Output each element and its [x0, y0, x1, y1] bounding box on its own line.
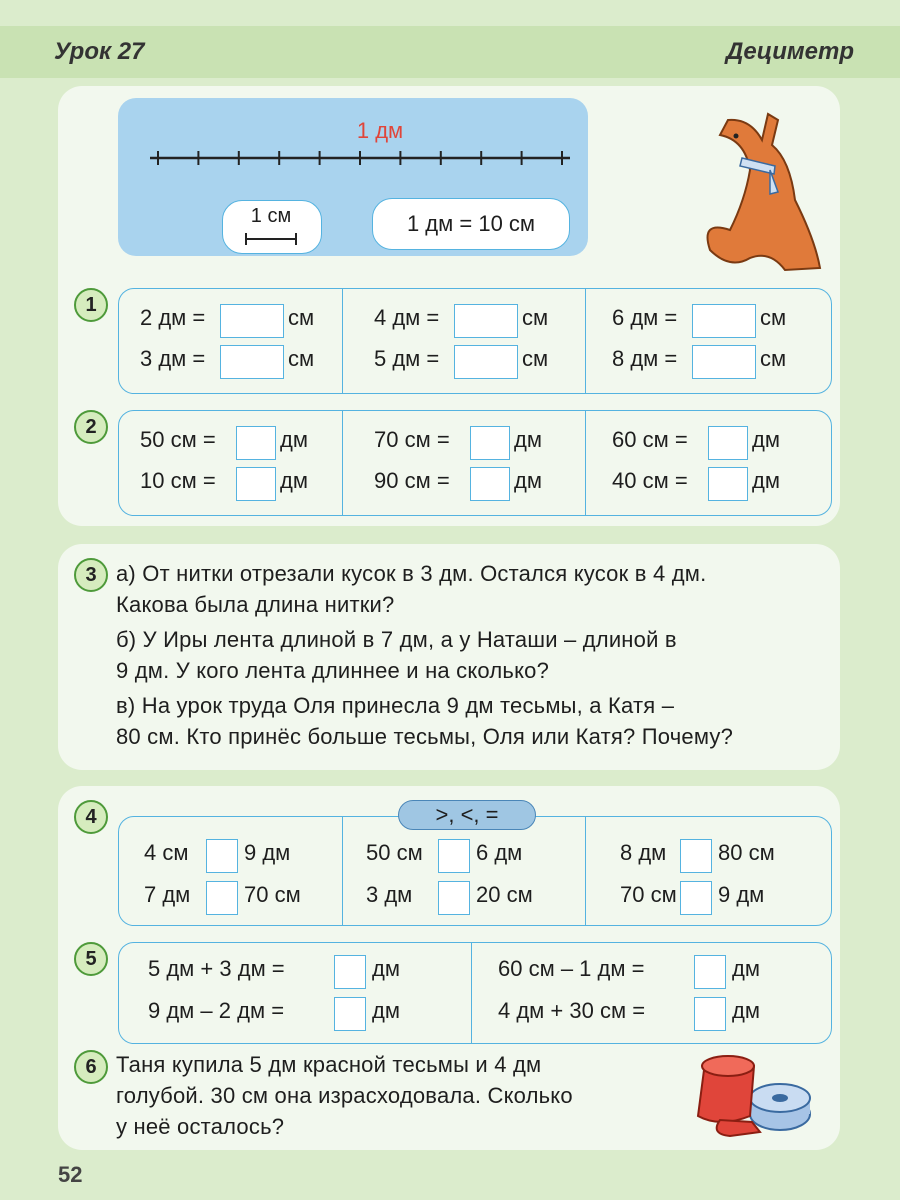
unit-label: см [288, 346, 315, 371]
compare-left: 8 дм [620, 840, 667, 865]
exercise-4-number: 4 [74, 800, 108, 834]
answer-box[interactable] [694, 997, 726, 1031]
task-3b-line: б) У Иры лента длиной в 7 дм, а у Наташи – длиной в [116, 627, 677, 652]
comparison-box[interactable] [680, 881, 712, 915]
equation-left: 50 см = [140, 427, 216, 452]
column-divider [342, 289, 343, 393]
answer-box[interactable] [454, 304, 518, 338]
equation-left: 10 см = [140, 468, 216, 493]
comparison-box[interactable] [438, 839, 470, 873]
decimeter-ruler [150, 146, 570, 170]
equation-left: 5 дм = [374, 346, 440, 371]
unit-label: см [760, 305, 787, 330]
compare-right: 6 дм [476, 840, 523, 865]
compare-left: 70 см [620, 882, 677, 907]
exercise-1-number: 1 [74, 288, 108, 322]
equation-left: 2 дм = [140, 305, 206, 330]
unit-label: дм [514, 468, 542, 493]
task-6-line: голубой. 30 см она израсходовала. Сколько [116, 1083, 573, 1108]
exercise-5-number: 5 [74, 942, 108, 976]
equation-box: 1 дм = 10 см [372, 198, 570, 250]
task-6 [116, 1049, 676, 1142]
page-number: 52 [58, 1162, 83, 1187]
answer-box[interactable] [692, 345, 756, 379]
unit-label: дм [280, 427, 308, 452]
compare-right: 9 дм [244, 840, 291, 865]
compare-left: 50 см [366, 840, 423, 865]
column-divider [585, 289, 586, 393]
column-divider [342, 411, 343, 515]
ruler-label: 1 дм [356, 118, 404, 143]
unit-label: дм [514, 427, 542, 452]
compare-left: 4 см [144, 840, 189, 865]
equation-left: 8 дм = [612, 346, 678, 371]
unit-label: дм [280, 468, 308, 493]
expression: 5 дм + 3 дм = [148, 956, 285, 981]
answer-box[interactable] [708, 467, 748, 501]
unit-label: см [522, 305, 549, 330]
equation-left: 6 дм = [612, 305, 678, 330]
task-3a [116, 558, 836, 620]
answer-box[interactable] [220, 345, 284, 379]
exercise-2-number: 2 [74, 410, 108, 444]
cm-label: 1 см [250, 205, 292, 227]
task-3a-line: Какова была длина нитки? [116, 592, 395, 617]
comparison-box[interactable] [206, 839, 238, 873]
comparison-box[interactable] [680, 839, 712, 873]
cm-segment [244, 232, 298, 246]
unit-label: дм [732, 956, 760, 981]
answer-box[interactable] [694, 955, 726, 989]
equation-left: 60 см = [612, 427, 688, 452]
task-3c-line: 80 см. Кто принёс больше тесьмы, Оля или Катя? Почему? [116, 724, 734, 749]
answer-box[interactable] [220, 304, 284, 338]
compare-right: 20 см [476, 882, 533, 907]
compare-right: 9 дм [718, 882, 765, 907]
task-3b [116, 624, 836, 686]
compare-right: 80 см [718, 840, 775, 865]
exercise-6-number: 6 [74, 1050, 108, 1084]
unit-label: дм [752, 468, 780, 493]
topic-title: Дециметр [726, 38, 854, 65]
expression: 60 см – 1 дм = [498, 956, 645, 981]
equation-left: 90 см = [374, 468, 450, 493]
equation-left: 4 дм = [374, 305, 440, 330]
answer-box[interactable] [708, 426, 748, 460]
equation-left: 40 см = [612, 468, 688, 493]
comparison-box[interactable] [206, 881, 238, 915]
unit-label: см [760, 346, 787, 371]
compare-left: 7 дм [144, 882, 191, 907]
column-divider [585, 411, 586, 515]
task-3c [116, 690, 836, 752]
answer-box[interactable] [692, 304, 756, 338]
equation-left: 70 см = [374, 427, 450, 452]
answer-box[interactable] [236, 426, 276, 460]
kangaroo-illustration [690, 100, 830, 275]
unit-label: дм [732, 998, 760, 1023]
task-6-line: у неё осталось? [116, 1114, 285, 1139]
answer-box[interactable] [334, 955, 366, 989]
answer-box[interactable] [334, 997, 366, 1031]
unit-label: дм [752, 427, 780, 452]
column-divider [471, 943, 472, 1043]
column-divider [585, 817, 586, 925]
ribbon-rolls-illustration [690, 1036, 820, 1140]
unit-label: см [522, 346, 549, 371]
answer-box[interactable] [470, 467, 510, 501]
unit-label: дм [372, 956, 400, 981]
expression: 4 дм + 30 см = [498, 998, 646, 1023]
unit-label: дм [372, 998, 400, 1023]
expression: 9 дм – 2 дм = [148, 998, 285, 1023]
unit-label: см [288, 305, 315, 330]
task-3c-line: в) На урок труда Оля принесла 9 дм тесьмы, а Катя – [116, 693, 675, 718]
comparison-signs-badge: >, <, = [398, 800, 536, 830]
comparison-box[interactable] [438, 881, 470, 915]
task-3a-line: а) От нитки отрезали кусок в 3 дм. Остался кусок в 4 дм. [116, 561, 707, 586]
column-divider [342, 817, 343, 925]
task-6-line: Таня купила 5 дм красной тесьмы и 4 дм [116, 1052, 542, 1077]
lesson-title: Урок 27 [54, 38, 145, 65]
answer-box[interactable] [470, 426, 510, 460]
answer-box[interactable] [454, 345, 518, 379]
task-3b-line: 9 дм. У кого лента длиннее и на сколько? [116, 658, 550, 683]
equation-left: 3 дм = [140, 346, 206, 371]
compare-right: 70 см [244, 882, 301, 907]
answer-box[interactable] [236, 467, 276, 501]
compare-left: 3 дм [366, 882, 413, 907]
exercise-3-number: 3 [74, 558, 108, 592]
